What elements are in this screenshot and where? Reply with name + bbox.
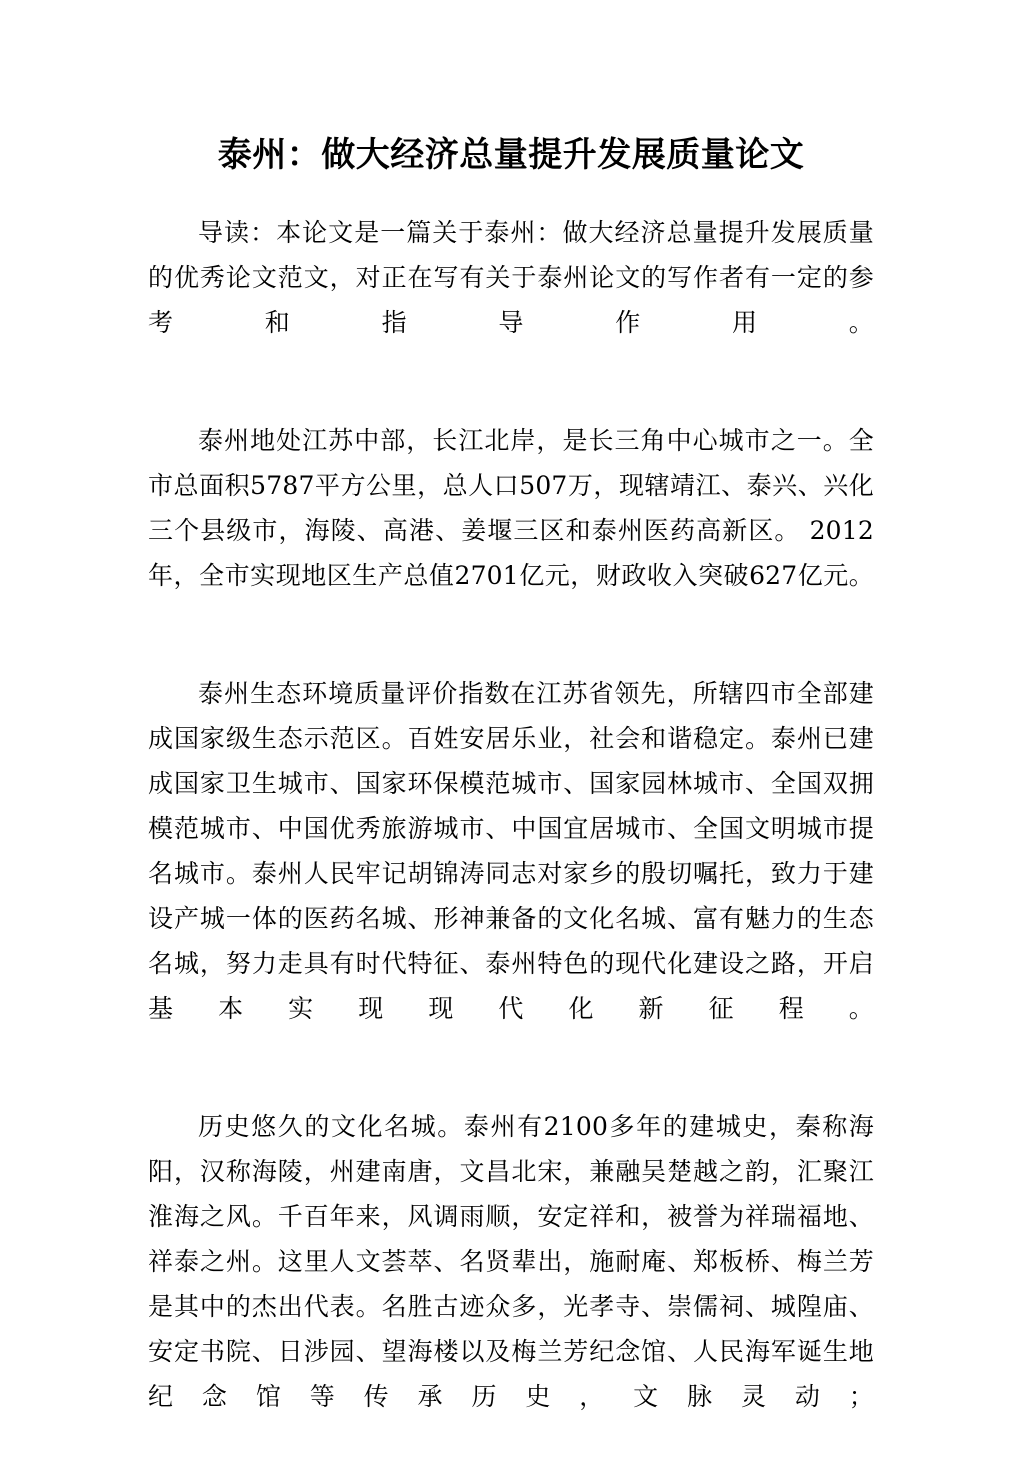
intro-paragraph: 导读：本论文是一篇关于泰州：做大经济总量提升发展质量的优秀论文范文，对正在写有关于泰州论文的写作者有一定的参考和指导作用。 xyxy=(148,218,874,337)
page-title: 泰州：做大经济总量提升发展质量论文 xyxy=(217,135,805,175)
paragraph-spacer xyxy=(148,390,874,418)
paragraph-spacer xyxy=(148,1076,874,1104)
paragraph-spacer xyxy=(148,643,874,671)
overview-paragraph: 泰州地处江苏中部，长江北岸，是长三角中心城市之一。全市总面积5787平方公里，总人口507万，现辖靖江、泰兴、兴化三个县级市，海陵、高港、姜堰三区和泰州医药高新区。 2012年，全市实现地区生产总值2701亿元，财政收入突破627亿元。 xyxy=(148,426,874,590)
history-paragraph: 历史悠久的文化名城。泰州有2100多年的建城史，秦称海阳，汉称海陵，州建南唐，文昌北宋，兼融吴楚越之韵，汇聚江淮海之风。千百年来，风调雨顺，安定祥和，被誉为祥瑞福地、祥泰之州。这里人文荟萃、名贤辈出，施耐庵、郑板桥、梅兰芳是其中的杰出代表。名胜古迹众多，光孝寺、崇儒祠、城隍庙、安定书院、日涉园、望海楼以及梅兰芳纪念馆、人民海军诞生地纪念馆等传承历史，文脉灵动； xyxy=(148,1112,874,1411)
ecology-paragraph: 泰州生态环境质量评价指数在江苏省领先，所辖四市全部建成国家级生态示范区。百姓安居乐业，社会和谐稳定。泰州已建成国家卫生城市、国家环保模范城市、国家园林城市、全国双拥模范城市、中国优秀旅游城市、中国宜居城市、全国文明城市提名城市。泰州人民牢记胡锦涛同志对家乡的殷切嘱托，致力于建设产城一体的医药名城、形神兼备的文化名城、富有魅力的生态名城，努力走具有时代特征、泰州特色的现代化建设之路，开启基本实现现代化新征程。 xyxy=(148,679,874,1023)
title-spacer xyxy=(148,176,874,210)
document-content xyxy=(148,0,874,1464)
